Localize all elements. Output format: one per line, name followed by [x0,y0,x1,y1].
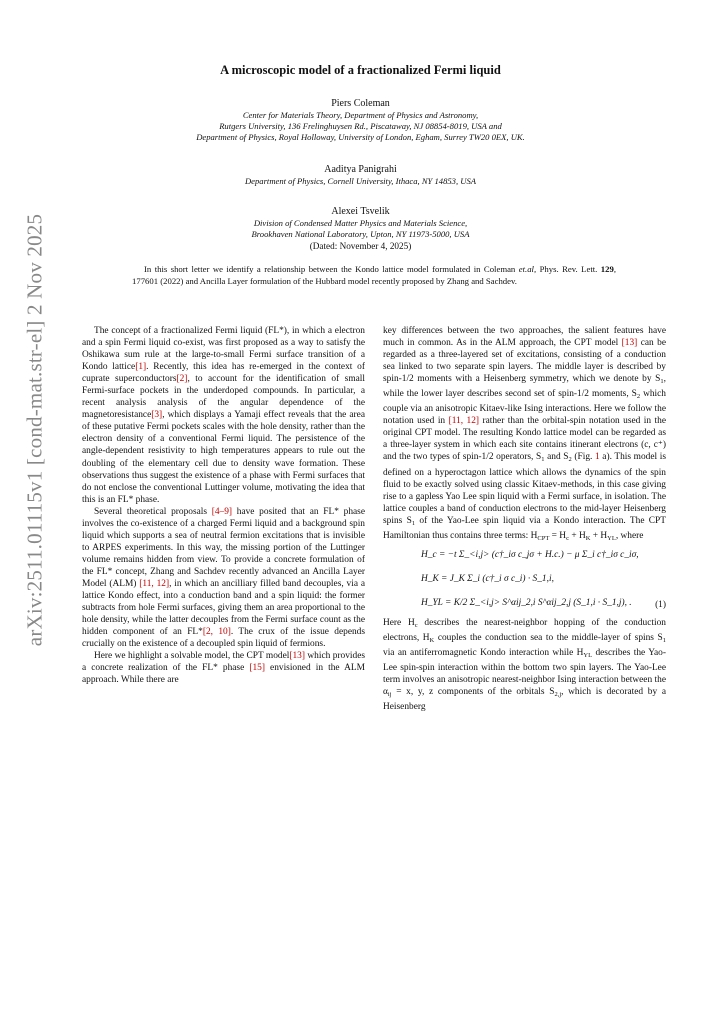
citation-link[interactable]: [3] [151,410,163,421]
author-name: Aaditya Panigrahi [324,164,397,175]
author-block-1 [60,98,661,144]
citation-link[interactable]: [4–9] [211,506,233,517]
hamiltonian-equation [383,547,666,613]
paragraph: key differences between the two approaches, the salient features have much in common. As in the ALM approach, the CPT model [13] can be regarded as a three-layered set of excitations, consisting of a conduction sea linked to two separate spin layers. The middle layer is described by spin-1/2 moments with a Heisenberg symmetry, which we denote by $S_1$, while the lower layer describes second set of spin-1/2 moments, $S_2$ which couple via an anisotropic Kitaev-like Ising interactions. Here we follow the notation used in [11, 12] rather than the orbital-spin notation used in the original CPT model. The resulting Kondo lattice model can be regarded as a three-layer system in which each site contains itinerant electrons (c, c⁺) and the two types of spin-1/2 operators, $S_1$ and $S_2$ (Fig. 1 a). This model is defined on a hyperoctagon lattice which allows the dynamics of the spin fluid to be exactly solved using classic Kitaev-methods, in this case giving rise to a gapless Yao Lee spin liquid with a Fermi surface, in isolation. The lattice couples a band of conduction electrons to the mid-layer Heisenberg spins $S_1$ of the Yao-Lee spin liquid via a Kondo interaction. The CPT Hamiltonian thus contains three terms: $H_{CPT} = H_c + H_K + H_{YL}$, where [383,326,667,542]
affiliation-line: Department of Physics, Cornell University, Ithaca, NY 14853, USA [244,176,477,186]
author-name: Piers Coleman [331,98,390,109]
affiliation-line: Division of Condensed Matter Physics and Materials Science, [253,218,468,228]
citation-link[interactable]: [15] [249,663,265,674]
citation-link[interactable]: [1] [135,362,147,373]
author-block-2 [60,164,661,187]
arxiv-identifier-stamp [22,213,48,647]
paragraph: Here $H_c$ describes the nearest-neighbor hopping of the conduction electrons, $H_K$ couples the conduction sea to the middle-layer of spins $S_1$ via an antiferromagnetic Kondo interaction while $H_{YL}$ describes the Yao-Lee spin-spin interaction within the bottom two spin layers. The Yao-Lee term involves an anisotropic nearest-neighbor Ising interaction between the $\alpha_{ij} = x$, y, z components of the orbitals $S_{2,j}$, which is decorated by a Heisenberg [383,617,666,713]
body-column-right [383,325,666,713]
author-block-3 [60,206,661,252]
citation-link[interactable]: [11, 12] [139,578,170,589]
citation-link[interactable]: [11, 12] [448,416,480,427]
equation-line-3: H_YL = K/2 Σ_<i,j> S^αij_2,i S^αij_2,j (S_1,i · S_1,j), . [421,597,632,608]
citation-link[interactable]: [2] [176,374,188,385]
arxiv-identifier-text: arXiv:2511.01115v1 [cond-mat.str-el] 2 Nov 2025 [22,213,47,647]
author-name: Alexei Tsvelik [331,206,390,217]
paragraph: Several theoretical proposals [4–9] have posited that an FL* phase involves the co-existence of a charged Fermi liquid and a background spin liquid which supports a sea of neutral fermion excitations that is invisible to ARPES experiments. In this way, the missing portion of the Luttinger volume remains hidden from view. To provide a concrete formulation of the FL* concept, Zhang and Sachdev recently advanced an Ancilla Layer Model (ALM) [11, 12], in which an ancilliary filled band decouples, via a lattice Kondo effect, into a conduction band and a spin liquid: the former subtracts from hole Fermi surfaces, giving them an area proportional to the hole density, while the latter decouples from the Fermi surface count as the hidden component of an FL*[2, 10]. The crux of the issue depends crucially on the existence of a decoupled spin liquid of fermions. [82,506,366,650]
paragraph: The concept of a fractionalized Fermi liquid (FL*), in which a electron and a spin Fermi liquid co-exist, was first proposed as a way to satisfy the Oshikawa sum rule at the large-to-small Fermi surface transition of a Kondo lattice[1]. Recently, this idea has re-emerged in the context of cuprate superconductors[2], to account for the identification of small Fermi-surface pockets in the underdoped compounds. In particular, a recent analysis analysis of the angular dependence of the magnetoresistance[3], which displays a Yamaji effect reveals that the area of these putative Fermi pockets scales with the hole density, rather than the electron density of a conventional Fermi liquid. The persistence of the angle-dependent resistivity to high temperatures appears to rule out the doubling of the elementary cell due to density wave formation. These observations thus suggest the existence of a phase with Fermi surfaces that do not enclose the conventional Luttinger volume, motivating the idea that this is an FL* phase. [82,326,365,505]
equation-line-1: H_c = −t Σ_<i,j> (c†_iσ c_jσ + H.c.) − μ Σ_i c†_iσ c_iσ, [421,549,639,560]
citation-link[interactable]: [2, 10] [202,627,231,638]
paper-title: A microscopic model of a fractionalized Fermi liquid [220,63,501,77]
citation-link[interactable]: [13] [621,338,638,349]
citation-link[interactable]: [13] [289,651,305,662]
equation-line-2: H_K = J_K Σ_i (c†_i σ c_i) · S_1,i, [421,573,554,584]
affiliation-line: Center for Materials Theory, Department of Physics and Astronomy, [242,110,479,120]
paragraph: Here we highlight a solvable model, the CPT model[13] which provides a concrete realization of the FL* phase [15] envisioned in the ALM approach. While there are [82,651,365,686]
abstract: In this short letter we identify a relationship between the Kondo lattice model formulated in Coleman et.al, Phys. Rev. Lett. 129, 177601 (2022) and Ancilla Layer formulation of the Hubbard model recently proposed by Zhang and Sachdev. [132,264,616,286]
figure-link[interactable]: 1 [594,452,600,463]
affiliation-line: Department of Physics, Royal Holloway, University of London, Egham, Surrey TW20 0EX, UK. [196,132,525,143]
date-line: (Dated: November 4, 2025) [309,241,412,252]
affiliation-line: Brookhaven National Laboratory, Upton, NY 11973-5000, USA [251,229,470,240]
body-column-left [82,325,365,686]
equation-number: (1) [655,599,666,610]
affiliation-line: Rutgers University, 136 Frelinghuysen Rd., Piscataway, NJ 08854-8019, USA and [219,121,502,132]
